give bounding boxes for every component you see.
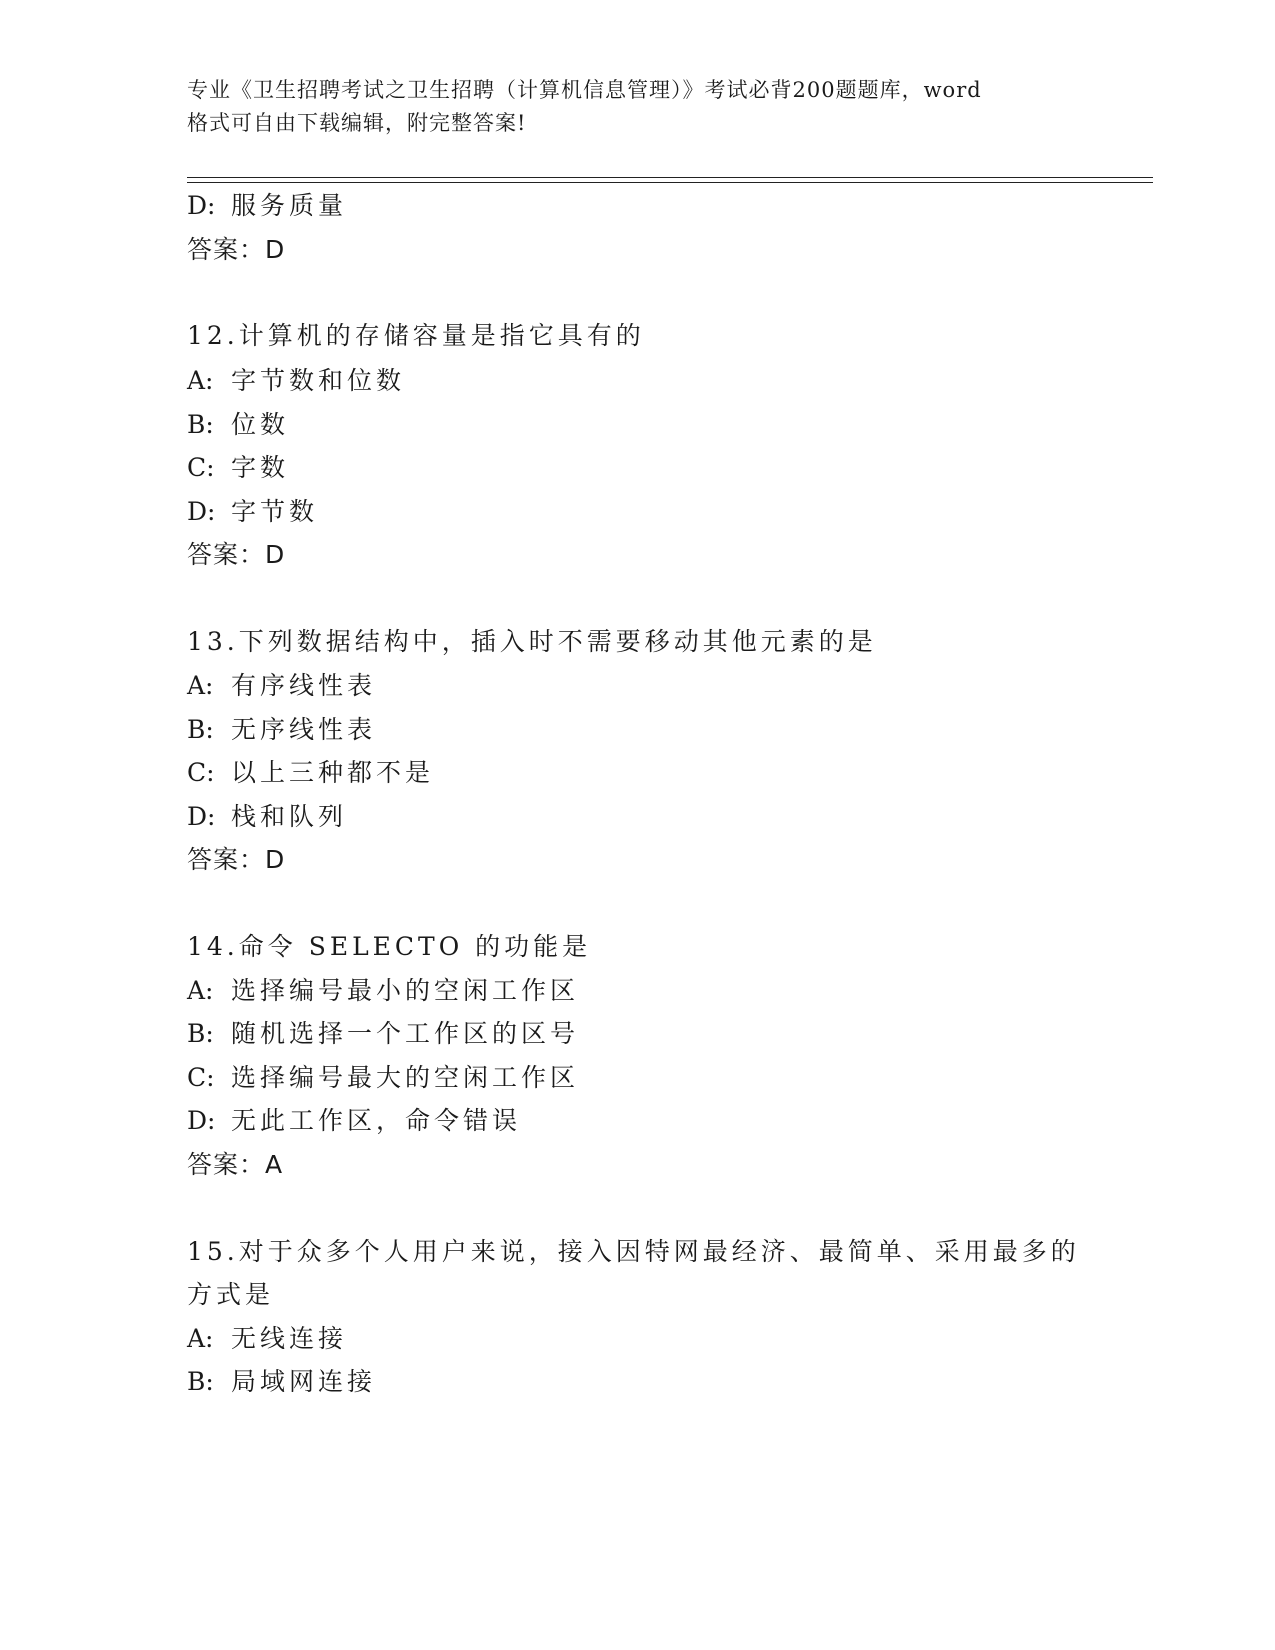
option-key: C: bbox=[187, 453, 215, 482]
q13-option-c bbox=[187, 758, 434, 788]
option-text: 字节数 bbox=[231, 497, 319, 526]
option-key: B: bbox=[187, 410, 214, 439]
header-divider-bottom bbox=[187, 182, 1153, 183]
option-text: 位数 bbox=[231, 410, 290, 439]
header-line-2: 格式可自由下载编辑，附完整答案! bbox=[187, 111, 527, 135]
q14-option-d bbox=[187, 1106, 521, 1136]
q12-option-c bbox=[187, 453, 289, 483]
q15-question-line-1: 15.对于众多个人用户来说，接入因特网最经济、最简单、采用最多的 bbox=[187, 1237, 1080, 1266]
q13-answer: 答案：D bbox=[187, 845, 286, 874]
option-text: 选择编号最小的空闲工作区 bbox=[231, 976, 580, 1005]
option-text: 无此工作区，命令错误 bbox=[231, 1106, 522, 1135]
prev-answer: 答案：D bbox=[187, 235, 286, 264]
option-key: A: bbox=[187, 671, 214, 700]
q12-option-b bbox=[187, 410, 289, 440]
option-text: 有序线性表 bbox=[231, 671, 377, 700]
option-text: 以上三种都不是 bbox=[231, 758, 435, 787]
option-text: 随机选择一个工作区的区号 bbox=[231, 1019, 580, 1048]
q12-question: 12.计算机的存储容量是指它具有的 bbox=[187, 321, 645, 350]
q12-option-a bbox=[187, 366, 405, 396]
option-key: B: bbox=[187, 1019, 214, 1048]
option-text: 字数 bbox=[231, 453, 290, 482]
option-key: A: bbox=[187, 1324, 214, 1353]
header-divider-top bbox=[187, 177, 1153, 178]
option-text: 选择编号最大的空闲工作区 bbox=[231, 1063, 580, 1092]
option-key: D: bbox=[187, 497, 216, 526]
document-header bbox=[187, 74, 1087, 140]
q13-option-b bbox=[187, 715, 376, 745]
q14-question: 14.命令 SELECTO 的功能是 bbox=[187, 932, 592, 961]
q15-option-a bbox=[187, 1324, 347, 1354]
q12-answer: 答案：D bbox=[187, 540, 286, 569]
q13-option-d bbox=[187, 802, 347, 832]
q14-option-c bbox=[187, 1063, 579, 1093]
q13-question: 13.下列数据结构中，插入时不需要移动其他元素的是 bbox=[187, 627, 877, 656]
option-key: B: bbox=[187, 715, 214, 744]
q12-option-d bbox=[187, 497, 318, 527]
option-text: 服务质量 bbox=[231, 191, 348, 220]
option-key: C: bbox=[187, 1063, 215, 1092]
header-line-1: 专业《卫生招聘考试之卫生招聘（计算机信息管理）》考试必背200题题库，word bbox=[187, 78, 982, 102]
option-text: 栈和队列 bbox=[231, 802, 348, 831]
option-key: A: bbox=[187, 366, 214, 395]
prev-option-d bbox=[187, 191, 347, 221]
option-text: 无线连接 bbox=[231, 1324, 348, 1353]
option-key: A: bbox=[187, 976, 214, 1005]
option-key: D: bbox=[187, 802, 216, 831]
option-text: 字节数和位数 bbox=[231, 366, 406, 395]
option-key: D: bbox=[187, 1106, 216, 1135]
q15-question-line-2: 方式是 bbox=[187, 1280, 275, 1309]
q14-option-b bbox=[187, 1019, 579, 1049]
q13-option-a bbox=[187, 671, 376, 701]
q14-answer: 答案：A bbox=[187, 1150, 284, 1179]
option-key: C: bbox=[187, 758, 215, 787]
q14-option-a bbox=[187, 976, 579, 1006]
option-key: D: bbox=[187, 191, 216, 220]
q15-option-b bbox=[187, 1367, 376, 1397]
option-text: 局域网连接 bbox=[231, 1367, 377, 1396]
option-key: B: bbox=[187, 1367, 214, 1396]
option-text: 无序线性表 bbox=[231, 715, 377, 744]
